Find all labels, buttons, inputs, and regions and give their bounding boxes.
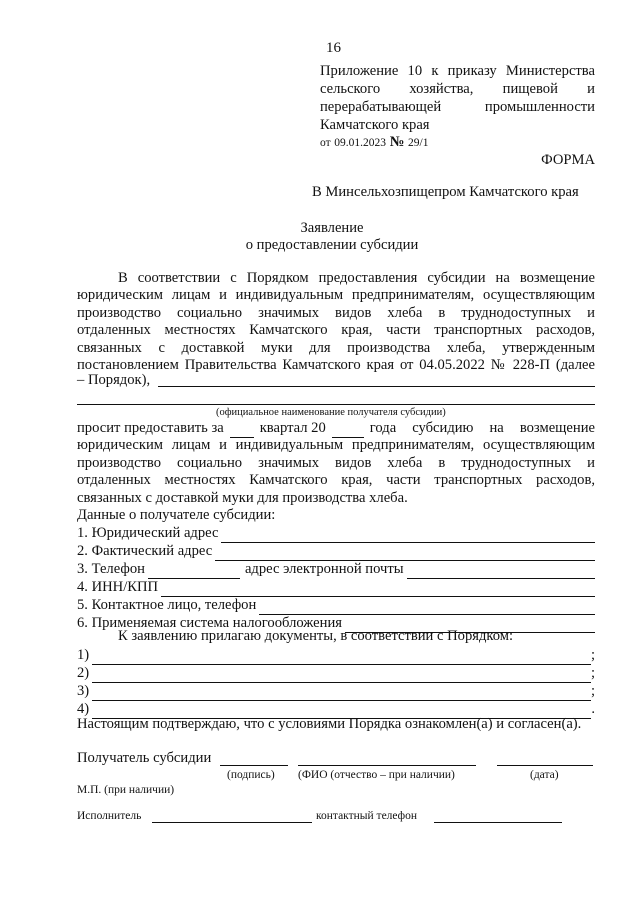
document-subtitle: о предоставлении субсидии	[245, 237, 419, 253]
field-email-blank[interactable]	[407, 564, 595, 579]
stamp-label: М.П. (при наличии)	[77, 784, 175, 796]
attachments-header: К заявлению прилагаю документы, в соответствии с Порядком:	[118, 628, 514, 644]
executor-phone-label: контактный телефон	[316, 810, 418, 822]
para2-request-text: просит предоставить за	[77, 420, 224, 436]
recipient-name-caption: (официальное наименование получателя субсидии)	[216, 407, 446, 418]
confirmation-text: Настоящим подтверждаю, что с условиями Порядка ознакомлен(а) и согласен(а).	[77, 716, 582, 732]
date-value: 09.01.2023	[334, 137, 387, 149]
appendix-line-2: сельского хозяйства, пищевой и	[320, 81, 595, 97]
recipient-name-line[interactable]	[77, 404, 595, 405]
signature-label: Получатель субсидии	[77, 750, 212, 766]
attachment-row	[77, 683, 595, 701]
attachment-number: 4)	[77, 701, 90, 718]
number-sign: №	[389, 134, 405, 150]
field-phone-email	[77, 561, 595, 579]
signature-caption: (подпись)	[227, 769, 275, 781]
attachment-blank[interactable]	[92, 668, 591, 683]
document-title: Заявление	[300, 220, 364, 236]
date-blank[interactable]	[497, 765, 593, 766]
field-phone-blank[interactable]	[148, 564, 240, 579]
attachment-row	[77, 647, 595, 665]
date-caption: (дата)	[530, 769, 559, 781]
para2-line-2: юридическим лицам и индивидуальным предпринимателям, осуществляющим	[77, 437, 595, 453]
attachment-end: .	[591, 701, 595, 718]
fio-caption: (ФИО (отчество – при наличии)	[298, 769, 455, 781]
addressee: В Минсельхозпищепром Камчатского края	[312, 184, 579, 200]
para1-line-7: – Порядок),	[77, 372, 151, 388]
field-inn-kpp	[77, 579, 595, 597]
para2-quarter-text: квартал 20	[259, 420, 326, 436]
para1-line-6: постановлением Правительства Камчатского края от 04.05.2022 № 228-П (далее	[77, 357, 595, 373]
form-label: ФОРМА	[541, 152, 595, 168]
para2-year-text: года субсидию на возмещение	[369, 420, 595, 436]
appendix-line-4: Камчатского края	[320, 117, 430, 133]
field-inn-kpp-blank[interactable]	[161, 582, 595, 597]
appendix-date-line	[320, 134, 428, 153]
para2-line-5: связанных с доставкой муки для производства хлеба.	[77, 490, 408, 506]
attachment-number: 2)	[77, 665, 90, 682]
page-number: 16	[326, 40, 341, 56]
para2-line-4: отдаленных местностях Камчатского края, части транспортных расходов,	[77, 472, 595, 488]
field-contact	[77, 597, 595, 615]
field-legal-address	[77, 525, 595, 543]
year-blank[interactable]	[332, 424, 364, 438]
field-legal-address-blank[interactable]	[221, 528, 595, 543]
recipient-data-header: Данные о получателе субсидии:	[77, 507, 276, 523]
attachment-end: ;	[590, 683, 595, 700]
appendix-line-1: Приложение 10 к приказу Министерства	[320, 63, 595, 79]
executor-blank[interactable]	[152, 822, 312, 823]
attachment-number: 1)	[77, 647, 90, 664]
date-prefix: от	[320, 137, 331, 149]
field-phone-label: 3. Телефон	[77, 561, 145, 578]
attachment-number: 3)	[77, 683, 90, 700]
executor-label: Исполнитель	[77, 810, 142, 822]
field-inn-kpp-label: 4. ИНН/КПП	[77, 579, 159, 596]
attachment-blank[interactable]	[92, 686, 591, 701]
para1-line-3: производство социально значимых видов хлеба в труднодоступных и	[77, 305, 595, 321]
number-value: 29/1	[408, 137, 429, 149]
executor-phone-blank[interactable]	[434, 822, 562, 823]
para1-line-2: юридическим лицам и индивидуальным предпринимателям, осуществляющим	[77, 287, 595, 303]
attachment-end: ;	[590, 647, 595, 664]
appendix-line-3: перерабатывающей промышленности	[320, 99, 595, 115]
field-email-label: адрес электронной почты	[244, 561, 404, 578]
para2-line-1	[77, 420, 595, 438]
field-actual-address-blank[interactable]	[215, 546, 595, 561]
para1-line-5: связанных с доставкой муки для производства хлеба, утвержденным	[77, 340, 595, 356]
field-legal-address-label: 1. Юридический адрес	[77, 525, 219, 542]
field-contact-blank[interactable]	[259, 600, 595, 615]
para2-line-3: производство социально значимых видов хлеба в труднодоступных и	[77, 455, 595, 471]
attachment-end: ;	[590, 665, 595, 682]
attachment-blank[interactable]	[92, 650, 591, 665]
attachment-row	[77, 665, 595, 683]
quarter-blank[interactable]	[230, 424, 254, 438]
field-tax-system-label: 6. Применяемая система налогообложения	[77, 615, 342, 632]
fio-blank[interactable]	[298, 765, 476, 766]
para1-line-4: отдаленных местностях Камчатского края, части транспортных расходов,	[77, 322, 595, 338]
signature-blank[interactable]	[220, 765, 288, 766]
para1-line-1: В соответствии с Порядком предоставления субсидии на возмещение	[118, 270, 595, 286]
poryadok-blank-line[interactable]	[158, 386, 595, 387]
field-actual-address	[77, 543, 595, 561]
field-actual-address-label: 2. Фактический адрес	[77, 543, 213, 560]
field-contact-label: 5. Контактное лицо, телефон	[77, 597, 257, 614]
